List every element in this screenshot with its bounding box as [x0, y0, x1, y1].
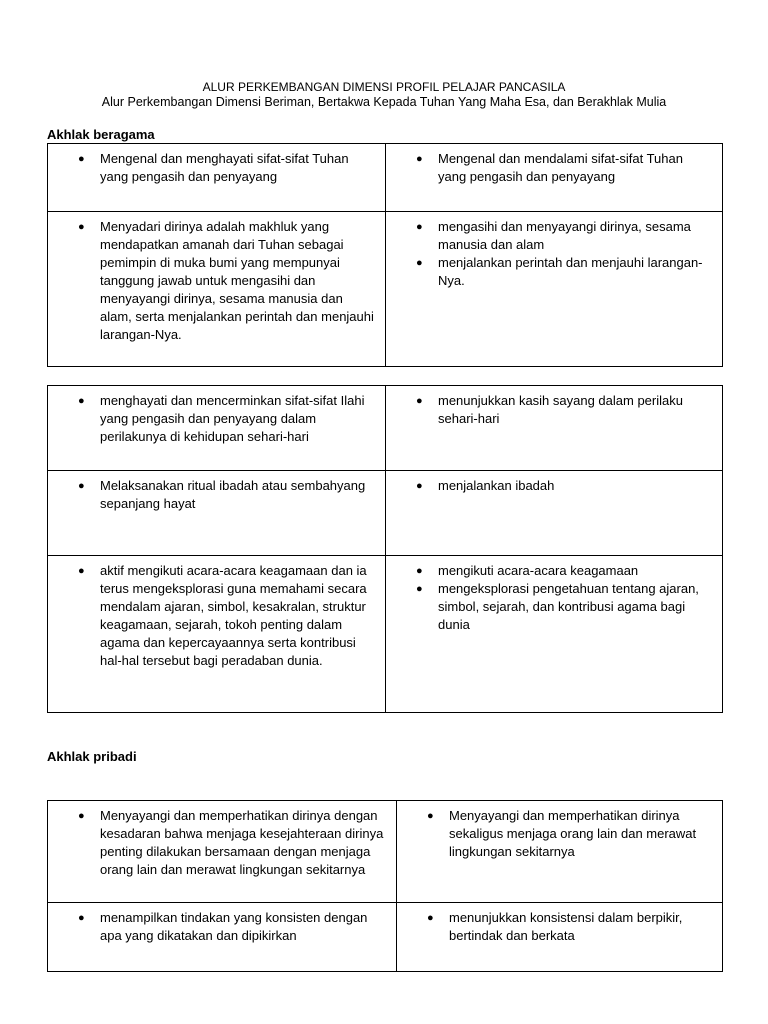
- table-row: [48, 212, 723, 367]
- list-item: [64, 477, 377, 513]
- table-row: [48, 903, 723, 972]
- bullet-list: [64, 807, 388, 879]
- bullet-icon: ●: [78, 810, 85, 822]
- list-item: [64, 562, 377, 670]
- table-cell-right: [397, 903, 723, 972]
- akhlak-beragama-table-1: [47, 143, 723, 367]
- table-cell-right: [386, 144, 723, 212]
- table-cell-left: [48, 471, 386, 556]
- bullet-list: [402, 477, 714, 495]
- table-cell-left: [48, 556, 386, 713]
- akhlak-pribadi-table: [47, 800, 723, 972]
- table-cell-right: [386, 471, 723, 556]
- bullet-icon: ●: [78, 912, 85, 924]
- list-item: [402, 392, 714, 428]
- bullet-icon: ●: [416, 395, 423, 407]
- bullet-icon: ●: [416, 153, 423, 165]
- list-item: [64, 807, 388, 879]
- list-item: [413, 807, 714, 861]
- list-item-text: Melaksanakan ritual ibadah atau sembahyang sepanjang hayat: [100, 478, 366, 511]
- list-item-text: menjalankan ibadah: [438, 478, 555, 493]
- bullet-icon: ●: [416, 565, 423, 577]
- list-item: [64, 218, 377, 344]
- table-row: [48, 386, 723, 471]
- table-cell-left: [48, 386, 386, 471]
- list-item-text: mengikuti acara-acara keagamaan: [438, 563, 639, 578]
- bullet-list: [64, 150, 377, 186]
- document-subtitle: Alur Perkembangan Dimensi Beriman, Bertakwa Kepada Tuhan Yang Maha Esa, dan Berakhlak Mulia: [101, 95, 667, 109]
- table-cell-right: [397, 801, 723, 903]
- list-item: [402, 562, 714, 580]
- bullet-icon: ●: [78, 565, 85, 577]
- bullet-list: [64, 562, 377, 670]
- bullet-icon: ●: [78, 153, 85, 165]
- list-item: [402, 218, 714, 254]
- list-item-text: menghayati dan mencerminkan sifat-sifat Ilahi yang pengasih dan penyayang dalam perilakunya di kehidupan sehari-hari: [100, 393, 365, 444]
- bullet-icon: ●: [416, 257, 423, 269]
- list-item-text: Menyayangi dan memperhatikan dirinya sekaligus menjaga orang lain dan merawat lingkungan sekitarnya: [449, 808, 697, 859]
- bullet-icon: ●: [427, 912, 434, 924]
- bullet-icon: ●: [78, 480, 85, 492]
- bullet-icon: ●: [416, 221, 423, 233]
- section-heading-akhlak-beragama: Akhlak beragama: [47, 127, 155, 142]
- bullet-icon: ●: [78, 221, 85, 233]
- list-item-text: Mengenal dan mendalami sifat-sifat Tuhan yang pengasih dan penyayang: [438, 151, 683, 184]
- list-item-text: aktif mengikuti acara-acara keagamaan dan ia terus mengeksplorasi guna memahami secara mendalam ajaran, simbol, kesakralan, struktur keagamaan, sejarah, tokoh penting dalam agama dan kepercayaannya serta kontribusi hal-hal tersebut bagi peradaban dunia.: [100, 563, 367, 668]
- list-item-text: menunjukkan konsistensi dalam berpikir, bertindak dan berkata: [449, 910, 683, 943]
- list-item: [402, 580, 714, 634]
- table-cell-left: [48, 801, 397, 903]
- table-row: [48, 801, 723, 903]
- bullet-list: [402, 392, 714, 428]
- bullet-list: [64, 909, 388, 945]
- list-item-text: mengasihi dan menyayangi dirinya, sesama manusia dan alam: [438, 219, 691, 252]
- table-row: [48, 144, 723, 212]
- document-title: ALUR PERKEMBANGAN DIMENSI PROFIL PELAJAR PANCASILA: [202, 80, 566, 94]
- list-item-text: menampilkan tindakan yang konsisten dengan apa yang dikatakan dan dipikirkan: [100, 910, 368, 943]
- list-item-text: menunjukkan kasih sayang dalam perilaku sehari-hari: [438, 393, 683, 426]
- list-item-text: Menyadari dirinya adalah makhluk yang mendapatkan amanah dari Tuhan sebagai pemimpin di muka bumi yang mempunyai tanggung jawab untuk mengasihi dan menyayangi dirinya, sesama manusia dan alam, serta menjalankan perintah dan menjauhi larangan-Nya.: [100, 219, 374, 342]
- list-item: [64, 909, 388, 945]
- list-item-text: Mengenal dan menghayati sifat-sifat Tuhan yang pengasih dan penyayang: [100, 151, 349, 184]
- list-item: [402, 150, 714, 186]
- bullet-icon: ●: [416, 583, 423, 595]
- table-cell-left: [48, 903, 397, 972]
- bullet-icon: ●: [78, 395, 85, 407]
- bullet-list: [64, 477, 377, 513]
- bullet-list: [64, 392, 377, 446]
- list-item: [402, 254, 714, 290]
- table-row: [48, 471, 723, 556]
- bullet-icon: ●: [427, 810, 434, 822]
- bullet-list: [64, 218, 377, 344]
- table-cell-right: [386, 556, 723, 713]
- list-item: [402, 477, 714, 495]
- section-heading-akhlak-pribadi: Akhlak pribadi: [47, 749, 137, 764]
- bullet-list: [413, 909, 714, 945]
- bullet-icon: ●: [416, 480, 423, 492]
- list-item-text: menjalankan perintah dan menjauhi larangan-Nya.: [438, 255, 703, 288]
- table-cell-left: [48, 212, 386, 367]
- list-item: [413, 909, 714, 945]
- table-cell-right: [386, 386, 723, 471]
- list-item-text: mengeksplorasi pengetahuan tentang ajaran, simbol, sejarah, dan kontribusi agama bagi dunia: [438, 581, 699, 632]
- table-cell-right: [386, 212, 723, 367]
- list-item: [64, 392, 377, 446]
- list-item-text: Menyayangi dan memperhatikan dirinya dengan kesadaran bahwa menjaga kesejahteraan dirinya penting dilakukan bersamaan dengan menjaga orang lain dan merawat lingkungan sekitarnya: [100, 808, 384, 877]
- bullet-list: [413, 807, 714, 861]
- table-cell-left: [48, 144, 386, 212]
- list-item: [64, 150, 377, 186]
- bullet-list: [402, 218, 714, 290]
- bullet-list: [402, 150, 714, 186]
- akhlak-beragama-table-2: [47, 385, 723, 713]
- bullet-list: [402, 562, 714, 634]
- table-row: [48, 556, 723, 713]
